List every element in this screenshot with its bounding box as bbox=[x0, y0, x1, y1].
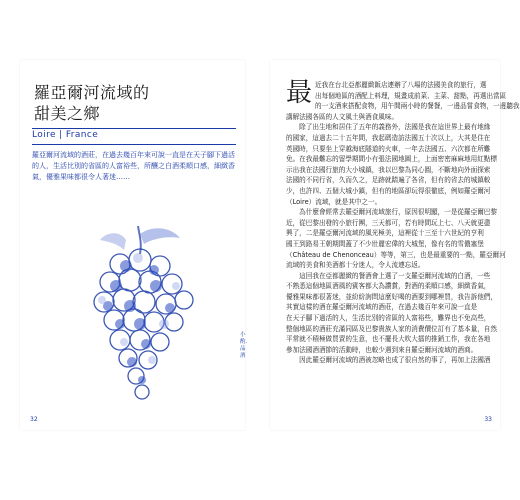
body-line: 出每個地區的酒配上料理，規畫成前菜、主菜、甜點，再選出當區 bbox=[315, 91, 507, 100]
page-number-left: 32 bbox=[30, 416, 38, 423]
body-line: 近，從巴黎出發的小旅行團，三天都可，若有時間玩上七、八天就更盡 bbox=[286, 218, 491, 227]
right-page bbox=[270, 60, 520, 430]
body-text bbox=[286, 78, 520, 366]
chapter-title-line-1: 羅亞爾河流域的 bbox=[34, 83, 150, 102]
region-rule bbox=[32, 128, 236, 145]
body-line: 講解法國各區的人文風土與酒食風味。 bbox=[286, 112, 399, 121]
section-side-label: 小酌．品酒 bbox=[240, 332, 252, 359]
body-line: 國王到路易王朝期間蓋了不少壯麗宏偉的大城堡，像有名的雪儂塞堡 bbox=[286, 239, 484, 248]
body-line: 參加法國酒酒節的活動時，也較少遇到來自羅亞爾河流域的酒商。 bbox=[286, 345, 478, 354]
body-line: 的國家，這過去二十五年間，我起碼造訪法國五十次以上，大其是住在 bbox=[286, 133, 491, 142]
region-label: Loire | France bbox=[32, 130, 99, 140]
intro-paragraph bbox=[32, 150, 237, 183]
body-line: 整個地區的酒莊充滿同區及巴黎貴族人家的消費價位訂有了基本量，自然 bbox=[286, 324, 497, 333]
chapter-title-line-2: 甜美之鄉 bbox=[34, 104, 101, 123]
body-line: 優雅果味都很著迷，並紛紛詢問這麼好喝的酒要到哪裡買，我告訴他們， bbox=[286, 292, 497, 301]
body-line: 這回我在亞都麗緻的餐酒會上選了一支羅亞爾河流域的白酒，一些 bbox=[286, 271, 491, 280]
body-line: 的一支酒來搭配食物，用午間兩小時的餐餐，一邊品嘗食物，一邊聽我 bbox=[315, 102, 520, 111]
body-line: 法國的不同行省，久而久之，足跡就踏遍了各省，但有的省去的城鎮較 bbox=[286, 176, 491, 185]
body-line: 不熟悉這個地區酒風的賓客都大為讚賞，對酒的柔順口感，細緻香氣， bbox=[286, 282, 491, 291]
body-line: 除了出生地和居住了五年的義務外，法國是我在這世界上最有地緣 bbox=[286, 123, 491, 132]
body-line: 英國時，只要坐上穿越海底隧道的火車，一年去法國五、六次都在所難 bbox=[286, 144, 491, 153]
grape-cluster-illustration bbox=[80, 220, 210, 410]
intro-line: 的人，生活比別的省區的人富裕些，所釀之白酒柔順口感，細緻香 bbox=[32, 162, 235, 170]
body-line: 少，也許四、五個大城小鎮，但有的地區卻玩得很徹底，例如羅亞爾河 bbox=[286, 186, 491, 195]
body-line: 免。在我最難忘的留學期間小有張法國地圖上，上面密密麻麻地用紅點標 bbox=[286, 155, 497, 164]
intro-line: 羅亞爾河流域的酒莊，在過去幾百年來可說一直是在天子腳下過活 bbox=[32, 151, 235, 159]
body-line: 為什麼會經常去羅亞爾河流域旅行，原因很明顯，一是從羅亞爾巴黎 bbox=[286, 208, 497, 217]
body-line: 在天子腳下過活的人，生活比別的省區的人富裕些，難界也不免高些， bbox=[286, 314, 491, 323]
body-line: （Château de Chenonceau）等等，第三，也是最重要的一點，羅亞爾河 bbox=[286, 250, 506, 259]
chapter-title bbox=[34, 82, 234, 124]
intro-line: 氣，優雅果味都很令人著迷…… bbox=[32, 173, 130, 181]
body-line: 其實這樣的酒在羅亞爾河流域的酒莊，在過去幾百年來可說一直是 bbox=[286, 303, 478, 312]
body-line: 興了，二是羅亞爾河流域的風光極美，這裡從十三至十六世紀的亨利 bbox=[286, 229, 484, 238]
body-line: （Loire）流域，就是其中之一。 bbox=[286, 197, 382, 206]
page-number-right: 33 bbox=[484, 416, 492, 423]
left-page bbox=[20, 60, 245, 430]
body-line: 因此羅亞爾河流域的酒被忽略也成了很自然的事了，再加上法國酒 bbox=[286, 356, 491, 365]
body-line: 平常就不積極做買賣的生意，也不擺長大吹大擂的推銷工作，我在各地 bbox=[286, 335, 491, 344]
body-line: 示出我在法國行旅的大小城鎮，我以巴黎為同心圓，不斷地向外面探索 bbox=[286, 165, 491, 174]
body-line: 流域的美食和美酒都十分迷人，令人流連忘返。 bbox=[286, 261, 425, 270]
drop-cap: 最 bbox=[286, 78, 313, 108]
body-line: 近我在台北亞都麗緻飯店連辦了八場的法國美食的旅行，選 bbox=[315, 81, 487, 89]
